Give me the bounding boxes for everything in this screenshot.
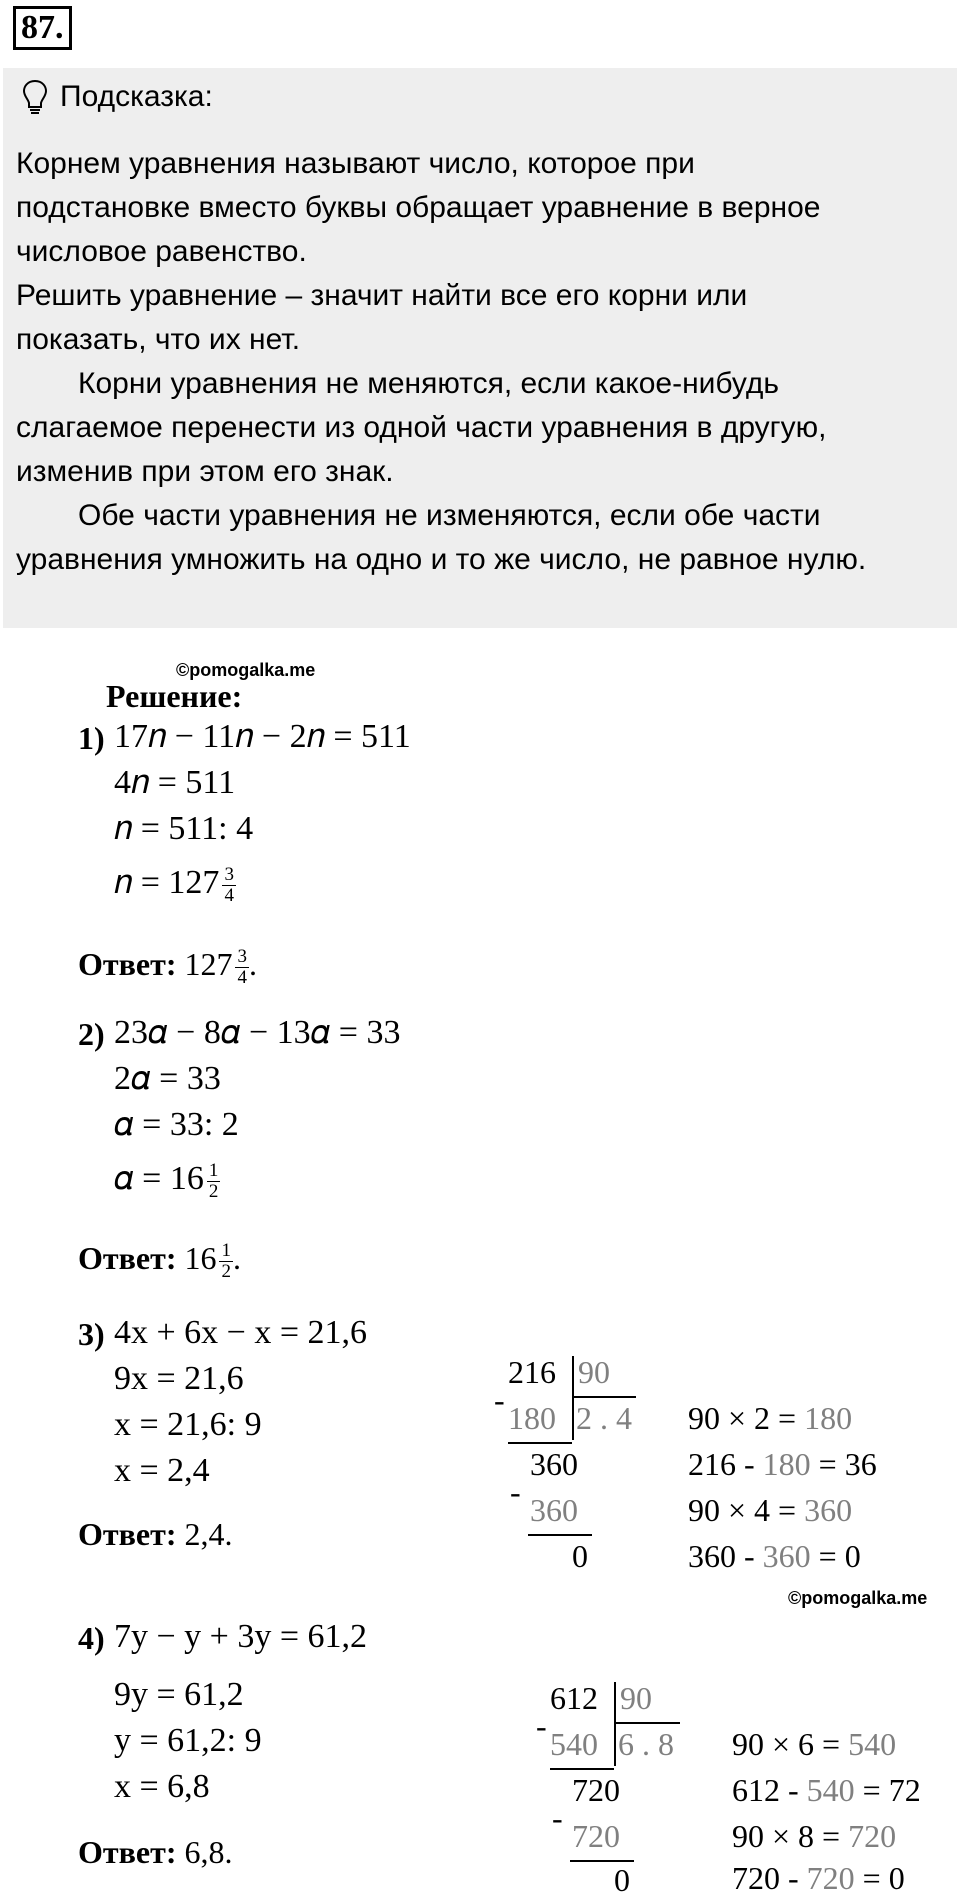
note-value: 360 [762, 1538, 811, 1574]
hint-line: Обе части уравнения не изменяются, если обе части [78, 499, 821, 532]
division-divisor: 90 [620, 1680, 652, 1716]
fraction-denominator: 4 [224, 884, 234, 906]
fraction-numerator: 1 [208, 1159, 219, 1181]
note-text: = 72 [854, 1772, 921, 1808]
minus-sign: - [510, 1474, 521, 1510]
equation-step: 2𝛼 = 33 [114, 1060, 221, 1097]
note-value: 540 [848, 1726, 897, 1762]
answer [78, 1516, 232, 1553]
note-text: 90 × 8 = [732, 1818, 849, 1854]
hint-title: Подсказка: [60, 80, 213, 113]
division-vertical-rule [614, 1682, 616, 1766]
equation-step: x = 2,4 [114, 1452, 210, 1489]
division-quotient: 2 . 4 [576, 1400, 632, 1436]
division-divisor-rule [614, 1722, 680, 1724]
division-rule [508, 1442, 572, 1444]
hint-line: показать, что их нет. [16, 323, 301, 356]
fraction-numerator: 3 [224, 863, 234, 885]
hint-line: числовое равенство. [16, 235, 307, 268]
task-number: 87. [13, 6, 72, 50]
note-text: 612 - [732, 1772, 807, 1808]
lightbulb-icon [21, 78, 49, 118]
note-value: 720 [806, 1860, 855, 1896]
answer [78, 1834, 232, 1871]
hint-line: слагаемое перенести из одной части уравнения в другую, [16, 411, 827, 444]
problem-label: 1) [78, 720, 105, 756]
answer-label: Ответ: [78, 1834, 177, 1870]
hint-line: изменив при этом его знак. [16, 455, 394, 488]
note-value: 360 [804, 1492, 853, 1528]
division-subtrahend: 540 [550, 1726, 598, 1762]
hint-line: уравнения умножить на одно и то же число, не равное нулю. [16, 543, 867, 576]
division-subtrahend: 180 [508, 1400, 556, 1436]
watermark: ©pomogalka.me [176, 660, 316, 680]
hint-line: Корнем уравнения называют число, которое при [16, 147, 695, 180]
answer-value: 2,4. [184, 1516, 233, 1552]
step-text: 𝛼 = 16 [114, 1160, 204, 1197]
division-note [732, 1726, 896, 1763]
minus-sign: - [552, 1800, 563, 1836]
hint-line: Решить уравнение – значит найти все его корни или [16, 279, 748, 312]
answer-value: 127 [184, 946, 233, 982]
fraction-numerator: 1 [221, 1240, 231, 1262]
division-vertical-rule [572, 1356, 574, 1440]
answer-tail: . [232, 1240, 241, 1276]
division-note [688, 1492, 852, 1529]
division-rule [550, 1768, 614, 1770]
division-remainder: 360 [530, 1446, 578, 1482]
fraction [207, 1161, 221, 1202]
answer-label: Ответ: [78, 1516, 177, 1552]
division-note [732, 1818, 896, 1855]
step-text: 𝑛 = 127 [114, 864, 220, 901]
fraction-denominator: 2 [208, 1180, 219, 1202]
division-remainder: 0 [572, 1538, 588, 1574]
answer [78, 946, 257, 988]
division-rule [528, 1534, 592, 1536]
division-subtrahend: 720 [572, 1818, 620, 1854]
watermark: ©pomogalka.me [788, 1588, 928, 1608]
note-value: 540 [806, 1772, 855, 1808]
answer-value: 6,8. [184, 1834, 233, 1870]
problem-label: 3) [78, 1316, 105, 1352]
note-text: 90 × 6 = [732, 1726, 849, 1762]
problem-label: 4) [78, 1620, 105, 1656]
note-value: 180 [762, 1446, 811, 1482]
fraction [235, 947, 249, 988]
note-text: = 0 [810, 1538, 861, 1574]
answer-value: 16 [184, 1240, 217, 1276]
note-text: = 36 [810, 1446, 877, 1482]
hint-line: Корни уравнения не меняются, если какое-нибудь [78, 367, 780, 400]
answer-tail: . [248, 946, 257, 982]
fraction-denominator: 2 [221, 1261, 231, 1283]
solution-title: Решение: [106, 678, 243, 714]
division-note [732, 1772, 921, 1809]
division-note [688, 1538, 861, 1575]
problem-label: 2) [78, 1016, 105, 1052]
division-note [732, 1860, 905, 1897]
equation-step [114, 1160, 220, 1202]
fraction-numerator: 3 [237, 946, 247, 968]
fraction-denominator: 4 [237, 967, 247, 989]
equation-step: 7y − y + 3y = 61,2 [114, 1618, 368, 1655]
division-note [688, 1446, 877, 1483]
note-value: 720 [848, 1818, 897, 1854]
division-quotient: 6 . 8 [618, 1726, 674, 1762]
division-divisor-rule [572, 1396, 636, 1398]
division-remainder: 720 [572, 1772, 620, 1808]
equation-step: y = 61,2: 9 [114, 1722, 262, 1759]
equation-step [114, 864, 236, 906]
minus-sign: - [536, 1708, 547, 1744]
note-text: 90 × 4 = [688, 1492, 805, 1528]
fraction [222, 865, 236, 906]
equation-step: 17𝑛 − 11𝑛 − 2𝑛 = 511 [114, 718, 411, 755]
note-text: 360 - [688, 1538, 763, 1574]
division-divisor: 90 [578, 1354, 610, 1390]
division-dividend: 216 [508, 1354, 556, 1390]
equation-step: 𝛼 = 33: 2 [114, 1106, 239, 1143]
minus-sign: - [494, 1382, 505, 1418]
equation-step: 9y = 61,2 [114, 1676, 244, 1713]
fraction [219, 1241, 233, 1282]
equation-step: x = 21,6: 9 [114, 1406, 262, 1443]
equation-step: 4x + 6x − x = 21,6 [114, 1314, 368, 1351]
division-subtrahend: 360 [530, 1492, 578, 1528]
equation-step: 9x = 21,6 [114, 1360, 244, 1397]
division-remainder: 0 [614, 1862, 630, 1898]
answer-label: Ответ: [78, 946, 177, 982]
answer [78, 1240, 241, 1282]
note-text: 90 × 2 = [688, 1400, 805, 1436]
equation-step: 23𝛼 − 8𝛼 − 13𝛼 = 33 [114, 1014, 401, 1051]
note-value: 180 [804, 1400, 853, 1436]
division-note [688, 1400, 852, 1437]
division-dividend: 612 [550, 1680, 598, 1716]
note-text: = 0 [854, 1860, 905, 1896]
note-text: 720 - [732, 1860, 807, 1896]
equation-step: 4𝑛 = 511 [114, 764, 236, 801]
hint-line: подстановке вместо буквы обращает уравнение в верное [16, 191, 821, 224]
note-text: 216 - [688, 1446, 763, 1482]
equation-step: 𝑛 = 511: 4 [114, 810, 254, 847]
equation-step: x = 6,8 [114, 1768, 210, 1805]
answer-label: Ответ: [78, 1240, 177, 1276]
